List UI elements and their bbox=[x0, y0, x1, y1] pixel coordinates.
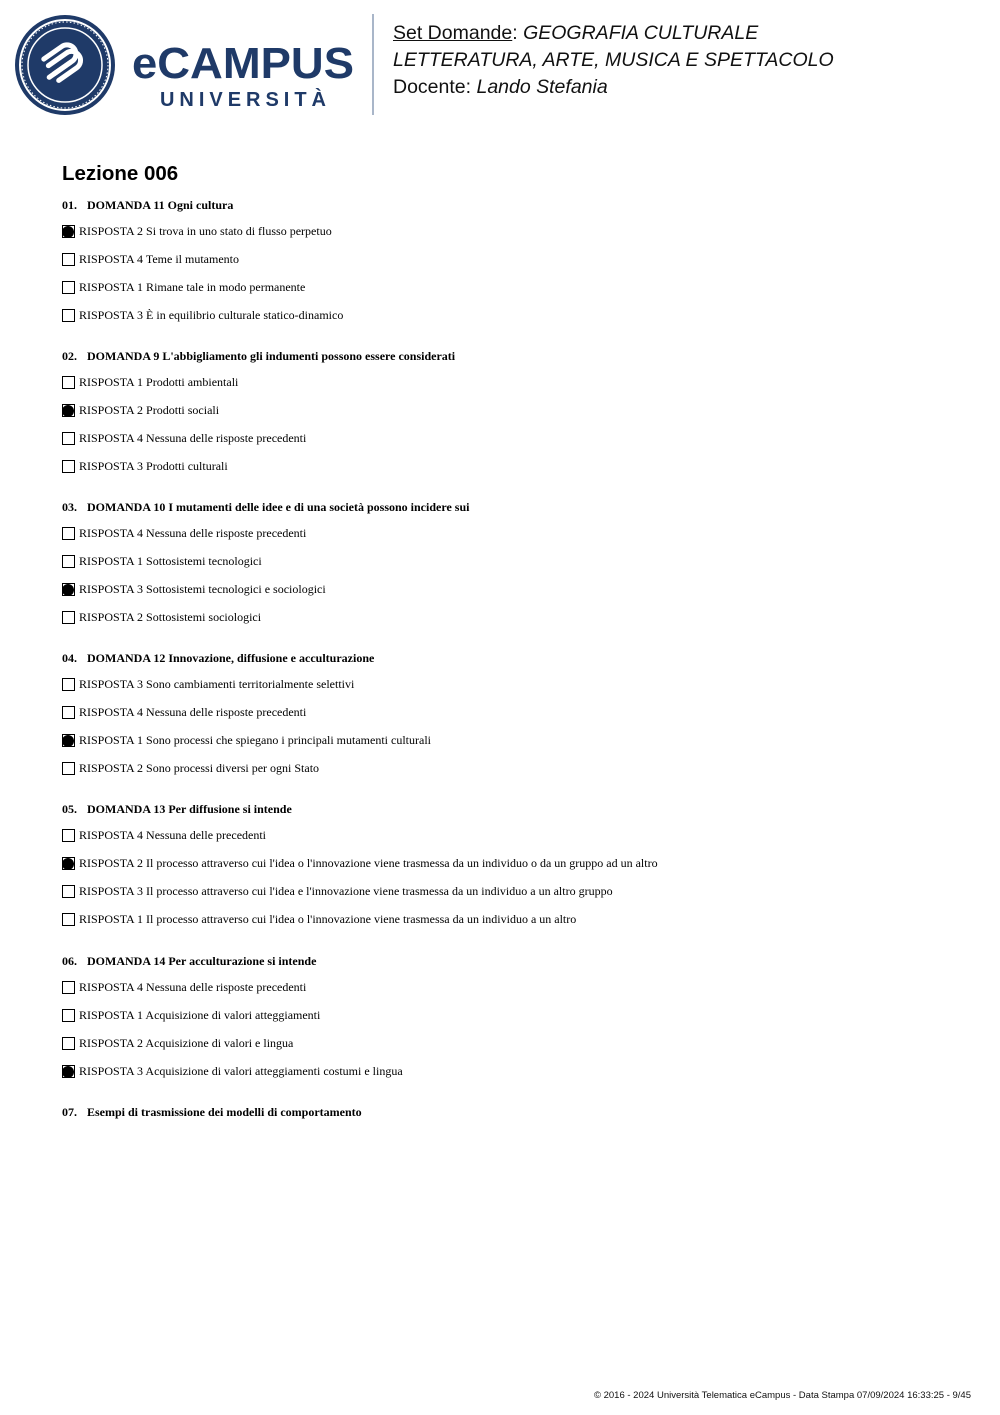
answer-text: RISPOSTA 2 Sottosistemi sociologici bbox=[79, 610, 262, 624]
answer-option[interactable] bbox=[62, 609, 261, 626]
question-number: 01. bbox=[62, 198, 77, 212]
question-text: DOMANDA 12 Innovazione, diffusione e acculturazione bbox=[87, 651, 375, 665]
answer-checkbox[interactable] bbox=[62, 432, 75, 445]
question-title bbox=[62, 500, 962, 515]
answer-checkbox[interactable] bbox=[62, 981, 75, 994]
question-number: 02. bbox=[62, 349, 77, 363]
answer-text: RISPOSTA 3 Il processo attraverso cui l'idea e l'innovazione viene trasmessa da un individuo a un altro gruppo bbox=[79, 884, 613, 898]
answer-option[interactable] bbox=[62, 279, 305, 296]
answer-option[interactable] bbox=[62, 911, 576, 928]
answer-checkbox[interactable] bbox=[62, 1009, 75, 1022]
answer-text: RISPOSTA 3 Sono cambiamenti territorialmente selettivi bbox=[79, 677, 355, 691]
answer-checkbox[interactable] bbox=[62, 829, 75, 842]
question-text: DOMANDA 14 Per acculturazione si intende bbox=[87, 954, 317, 968]
header-divider bbox=[372, 14, 374, 115]
answer-text: RISPOSTA 3 È in equilibrio culturale statico-dinamico bbox=[79, 308, 344, 322]
answer-option[interactable] bbox=[62, 458, 228, 475]
answer-text: RISPOSTA 3 Sottosistemi tecnologici e sociologici bbox=[79, 582, 326, 596]
answer-option[interactable] bbox=[62, 525, 306, 542]
answer-text: RISPOSTA 1 Sono processi che spiegano i principali mutamenti culturali bbox=[79, 733, 431, 747]
answer-checkbox[interactable] bbox=[62, 460, 75, 473]
question-text: DOMANDA 9 L'abbigliamento gli indumenti possono essere considerati bbox=[87, 349, 456, 363]
question-text: DOMANDA 13 Per diffusione si intende bbox=[87, 802, 292, 816]
question-number: 03. bbox=[62, 500, 77, 514]
answer-option[interactable] bbox=[62, 676, 354, 693]
answer-text: RISPOSTA 2 Si trova in uno stato di flusso perpetuo bbox=[79, 224, 332, 238]
answer-option[interactable] bbox=[62, 1035, 293, 1052]
answer-text: RISPOSTA 1 Acquisizione di valori atteggiamenti bbox=[79, 1008, 321, 1022]
answer-option[interactable] bbox=[62, 760, 319, 777]
set-line-1 bbox=[393, 20, 834, 47]
answer-checkbox-selected[interactable] bbox=[62, 734, 75, 747]
answer-checkbox[interactable] bbox=[62, 253, 75, 266]
brand-name: eCAMPUS bbox=[132, 39, 354, 88]
answer-option[interactable] bbox=[62, 732, 431, 749]
answer-text: RISPOSTA 1 Sottosistemi tecnologici bbox=[79, 554, 262, 568]
answer-checkbox[interactable] bbox=[62, 611, 75, 624]
answer-checkbox[interactable] bbox=[62, 762, 75, 775]
answer-option[interactable] bbox=[62, 883, 613, 900]
question-title bbox=[62, 1105, 962, 1120]
answer-checkbox[interactable] bbox=[62, 309, 75, 322]
answer-option[interactable] bbox=[62, 307, 343, 324]
question-text: DOMANDA 11 Ogni cultura bbox=[87, 198, 234, 212]
brand-sub: UNIVERSITÀ bbox=[160, 89, 326, 111]
answer-option[interactable] bbox=[62, 251, 239, 268]
ecampus-wordmark bbox=[132, 38, 357, 114]
answer-option[interactable] bbox=[62, 704, 306, 721]
docente-label: Docente: bbox=[393, 76, 472, 98]
answer-checkbox[interactable] bbox=[62, 281, 75, 294]
docente-name: Lando Stefania bbox=[476, 76, 608, 98]
question-text: Esempi di trasmissione dei modelli di comportamento bbox=[87, 1105, 362, 1119]
question-number: 06. bbox=[62, 954, 77, 968]
answer-text: RISPOSTA 1 Il processo attraverso cui l'idea o l'innovazione viene trasmessa da un individuo a un altro bbox=[79, 912, 577, 926]
answer-option[interactable] bbox=[62, 430, 306, 447]
set-title-line2: LETTERATURA, ARTE, MUSICA E SPETTACOLO bbox=[393, 49, 834, 71]
answer-checkbox[interactable] bbox=[62, 376, 75, 389]
answer-checkbox[interactable] bbox=[62, 678, 75, 691]
answer-checkbox-selected[interactable] bbox=[62, 225, 75, 238]
answer-text: RISPOSTA 4 Teme il mutamento bbox=[79, 252, 239, 266]
page-footer: © 2016 - 2024 Università Telematica eCampus - Data Stampa 07/09/2024 16:33:25 - 9/45 bbox=[593, 1390, 971, 1401]
answer-text: RISPOSTA 2 Prodotti sociali bbox=[79, 403, 220, 417]
answer-checkbox-selected[interactable] bbox=[62, 857, 75, 870]
lesson-title: Lezione 006 bbox=[62, 162, 179, 185]
answer-option[interactable] bbox=[62, 979, 306, 996]
answer-text: RISPOSTA 4 Nessuna delle risposte precedenti bbox=[79, 980, 307, 994]
answer-text: RISPOSTA 2 Acquisizione di valori e lingua bbox=[79, 1036, 294, 1050]
answer-text: RISPOSTA 3 Acquisizione di valori atteggiamenti costumi e lingua bbox=[79, 1064, 403, 1078]
answer-checkbox[interactable] bbox=[62, 555, 75, 568]
answer-checkbox[interactable] bbox=[62, 706, 75, 719]
answer-text: RISPOSTA 2 Sono processi diversi per ogni Stato bbox=[79, 761, 320, 775]
question-title bbox=[62, 651, 962, 666]
docente-line bbox=[393, 74, 834, 101]
answer-option[interactable] bbox=[62, 827, 266, 844]
question-title bbox=[62, 802, 962, 817]
question-title bbox=[62, 349, 962, 364]
ecampus-seal-logo bbox=[14, 14, 116, 116]
answer-option[interactable] bbox=[62, 855, 658, 872]
answer-checkbox[interactable] bbox=[62, 885, 75, 898]
set-separator: : bbox=[512, 22, 518, 44]
answer-text: RISPOSTA 4 Nessuna delle precedenti bbox=[79, 828, 267, 842]
question-title bbox=[62, 954, 962, 969]
answer-checkbox-selected[interactable] bbox=[62, 404, 75, 417]
question-title bbox=[62, 198, 962, 213]
set-title-line1: GEOGRAFIA CULTURALE bbox=[523, 22, 759, 44]
page-header bbox=[0, 0, 1000, 130]
set-info bbox=[393, 20, 834, 101]
question-number: 05. bbox=[62, 802, 77, 816]
answer-text: RISPOSTA 1 Prodotti ambientali bbox=[79, 375, 239, 389]
answer-option[interactable] bbox=[62, 553, 262, 570]
answer-text: RISPOSTA 4 Nessuna delle risposte precedenti bbox=[79, 705, 307, 719]
answer-option[interactable] bbox=[62, 223, 332, 240]
answer-option[interactable] bbox=[62, 1007, 320, 1024]
question-number: 07. bbox=[62, 1105, 77, 1119]
answer-text: RISPOSTA 4 Nessuna delle risposte precedenti bbox=[79, 526, 307, 540]
question-text: DOMANDA 10 I mutamenti delle idee e di una società possono incidere sui bbox=[87, 500, 470, 514]
answer-checkbox-selected[interactable] bbox=[62, 1065, 75, 1078]
answer-option[interactable] bbox=[62, 1063, 403, 1080]
question-number: 04. bbox=[62, 651, 77, 665]
answer-option[interactable] bbox=[62, 402, 219, 419]
answer-option[interactable] bbox=[62, 581, 326, 598]
set-label: Set Domande bbox=[393, 22, 513, 44]
answer-text: RISPOSTA 4 Nessuna delle risposte precedenti bbox=[79, 431, 307, 445]
answer-option[interactable] bbox=[62, 374, 238, 391]
answer-checkbox-selected[interactable] bbox=[62, 583, 75, 596]
answer-text: RISPOSTA 1 Rimane tale in modo permanente bbox=[79, 280, 306, 294]
answer-checkbox[interactable] bbox=[62, 527, 75, 540]
answer-checkbox[interactable] bbox=[62, 913, 75, 926]
answer-text: RISPOSTA 2 Il processo attraverso cui l'idea o l'innovazione viene trasmessa da un individuo o da un gruppo ad un altro bbox=[79, 856, 658, 870]
answer-checkbox[interactable] bbox=[62, 1037, 75, 1050]
answer-text: RISPOSTA 3 Prodotti culturali bbox=[79, 459, 228, 473]
